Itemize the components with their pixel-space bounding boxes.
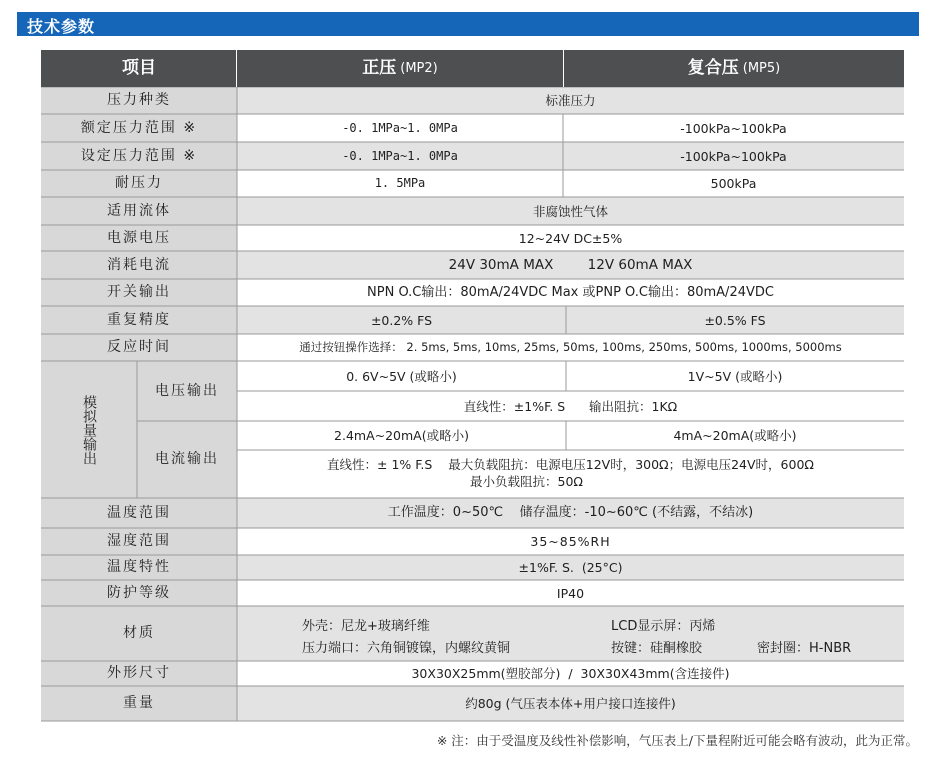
label-voltage-output: 电压输出 xyxy=(155,382,219,399)
value-temp-characteristic: ±1%F. S. (25°C) xyxy=(518,560,623,575)
value-current-output-mp2: 2.4mA~20mA(或略小) xyxy=(334,428,469,443)
label-pressure-type: 压力种类 xyxy=(107,92,171,109)
value-response-time: 通过按钮操作选择： 2. 5ms, 5ms, 10ms, 25ms, 50ms, 100ms, 250ms, 500ms, 1000ms, 5000ms xyxy=(299,339,842,354)
label-humidity: 湿度范围 xyxy=(107,533,171,550)
label-protection: 防护等级 xyxy=(107,584,171,601)
label-response-time: 反应时间 xyxy=(107,339,171,356)
value-pressure-type: 标准压力 xyxy=(545,93,596,108)
value-current-consumption: 24V 30mA MAX 12V 60mA MAX xyxy=(448,256,693,273)
value-rated-range-mp5: -100kPa~100kPa xyxy=(680,120,787,136)
current-output-line1: 直线性：± 1% F.S 最大负载阻抗：电源电压12V时，300Ω；电源电压24V时，600Ω xyxy=(327,457,814,473)
label-analog-output-text: 模拟量输出 xyxy=(81,394,97,465)
label-material: 材质 xyxy=(123,625,155,642)
value-humidity: 35~85%RH xyxy=(530,534,611,549)
value-weight: 约80g (气压表本体+用户接口连接件) xyxy=(465,696,676,711)
label-analog-output xyxy=(41,361,137,498)
value-fluid: 非腐蚀性气体 xyxy=(532,203,608,219)
label-set-range: 设定压力范围 ※ xyxy=(80,147,198,164)
section-title: 技术参数 xyxy=(27,17,96,36)
value-set-range-mp2: -0. 1MPa~1. 0MPa xyxy=(342,148,458,163)
value-power-voltage: 12~24V DC±5% xyxy=(518,230,623,246)
label-dimensions: 外形尺寸 xyxy=(107,665,171,682)
value-current-output-mp5: 4mA~20mA(或略小) xyxy=(673,428,797,443)
value-voltage-output-mp5: 1V~5V (或略小) xyxy=(687,368,783,384)
label-current-output: 电流输出 xyxy=(155,451,219,468)
value-proof-pressure-mp5: 500kPa xyxy=(710,176,757,191)
label-weight: 重量 xyxy=(123,695,155,712)
label-temp-characteristic: 温度特性 xyxy=(107,559,171,576)
label-switch-output: 开关输出 xyxy=(107,284,171,301)
label-current-consumption: 消耗电流 xyxy=(107,256,171,273)
value-repeatability-mp2: ±0.2% FS xyxy=(370,312,433,328)
header-item: 项目 xyxy=(122,58,156,79)
value-rated-range-mp2: -0. 1MPa~1. 0MPa xyxy=(342,120,458,135)
value-current-output-shared xyxy=(237,450,904,498)
value-protection: IP40 xyxy=(556,585,585,601)
value-set-range-mp5: -100kPa~100kPa xyxy=(680,148,787,164)
value-repeatability-mp5: ±0.5% FS xyxy=(704,312,766,328)
material-seal: 密封圈：H-NBR xyxy=(757,641,852,656)
value-proof-pressure-mp2: 1. 5MPa xyxy=(374,176,426,191)
value-voltage-output-mp2: 0. 6V~5V (或略小) xyxy=(346,368,457,384)
value-switch-output: NPN O.C输出：80mA/24VDC Max 或PNP O.C输出：80mA/24VDC xyxy=(367,284,774,300)
material-housing: 外壳：尼龙+玻璃纤维 xyxy=(302,619,430,634)
material-port: 压力端口：六角铜镀镍，内螺纹黄铜 xyxy=(302,641,511,656)
value-material xyxy=(237,606,904,661)
material-keys: 按键：硅酮橡胶 xyxy=(611,641,703,656)
value-dimensions: 30X30X25mm(塑胶部分) / 30X30X43mm(含连接件) xyxy=(411,666,730,681)
current-output-line2: 最小负载阻抗：50Ω xyxy=(470,474,583,489)
header-compound: 复合压 (MP5) xyxy=(687,58,781,79)
label-temp-range: 温度范围 xyxy=(107,504,171,521)
label-fluid: 适用流体 xyxy=(107,202,171,219)
header-positive: 正压 (MP2) xyxy=(362,58,438,79)
material-lcd: LCD显示屏：丙烯 xyxy=(611,619,716,634)
value-temp-range: 工作温度：0~50℃ 储存温度：-10~60℃ (不结露，不结冰) xyxy=(387,505,754,521)
footnote: ※ 注：由于受温度及线性补偿影响，气压表上/下量程附近可能会略有波动，此为正常。 xyxy=(436,733,918,748)
label-repeatability: 重复精度 xyxy=(107,311,171,328)
label-rated-range: 额定压力范围 ※ xyxy=(80,119,198,136)
label-proof-pressure: 耐压力 xyxy=(115,175,163,192)
label-power-voltage: 电源电压 xyxy=(107,229,171,246)
value-voltage-output-shared: 直线性：±1%F. S 输出阻抗：1KΩ xyxy=(463,398,678,414)
